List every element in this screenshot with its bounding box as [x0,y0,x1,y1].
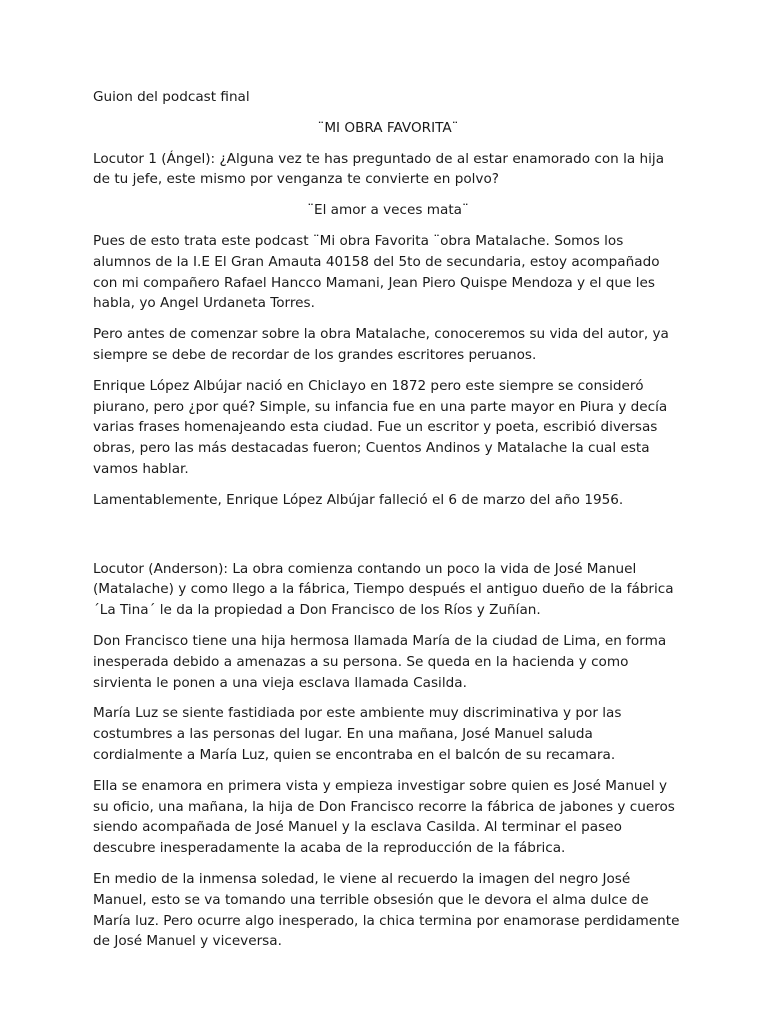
document-title: ¨MI OBRA FAVORITA¨ [317,119,459,136]
paragraph-story-beginning: Locutor (Anderson): La obra comienza contando un poco la vida de José Manuel (Matalache) y como llego a la fábrica, Tiempo después el antiguo dueño de la fábrica ´La Tina´ le da la propiedad a Don Francisco de los Ríos y Zuñían. [93,560,674,619]
section-spacer [93,521,683,559]
paragraph-author-biography: Enrique López Albújar nació en Chiclayo en 1872 pero este siempre se consideró piurano, pero ¿por qué? Simple, su infancia fue en una parte mayor en Piura y decía varias frases homenajeando esta ciudad. Fue un escritor y poeta, escribió diversas obras, pero las más destacadas fueron; Cuentos Andinos y Matalache la cual esta vamos hablar. [93,377,668,477]
paragraph-obsession: En medio de la inmensa soledad, le viene al recuerdo la imagen del negro José Manuel, esto se va tomando una terrible obsesión que le devora el alma dulce de María luz. Pero ocurre algo inesperado, la chica termina por enamorase perdidamente de José Manuel y viceversa. [93,870,680,950]
paragraph-maria-luz: María Luz se siente fastidiada por este ambiente muy discriminativa y por las costumbres a las personas del lugar. En una mañana, José Manuel saluda cordialmente a María Luz, quien se encontraba en el balcón de su recamara. [93,705,622,763]
paragraph-author-intro: Pero antes de comenzar sobre la obra Matalache, conoceremos su vida del autor, ya siempre se debe de recordar de los grandes escritores peruanos. [93,326,669,363]
document-page [93,87,683,962]
paragraph-factory-visit: Ella se enamora en primera vista y empieza investigar sobre quien es José Manuel y su oficio, una mañana, la hija de Don Francisco recorre la fábrica de jabones y cueros siendo acompañada de José Manuel y la esclava Casilda. Al terminar el paseo descubre inesperadamente la acaba de la reproducción de la fábrica. [93,777,675,857]
paragraph-presentation: Pues de esto trata este podcast ¨Mi obra Favorita ¨obra Matalache. Somos los alumnos de la I.E El Gran Amauta 40158 del 5to de secundaria, estoy acompañado con mi compañero Rafael Hancco Mamani, Jean Piero Quispe Mendoza y el que les habla, yo Angel Urdaneta Torres. [93,232,660,312]
document-heading: Guion del podcast final [93,89,250,105]
intro-question-paragraph: Locutor 1 (Ángel): ¿Alguna vez te has preguntado de al estar enamorado con la hija de tu jefe, este mismo por venganza te convierte en polvo? [93,150,665,188]
paragraph-author-death: Lamentablemente, Enrique López Albújar falleció el 6 de marzo del año 1956. [93,491,624,508]
tagline: ¨El amor a veces mata¨ [307,202,469,219]
paragraph-don-francisco: Don Francisco tiene una hija hermosa llamada María de la ciudad de Lima, en forma inesperada debido a amenazas a su persona. Se queda en la hacienda y como sirvienta le ponen a una vieja esclava llamada Casilda. [93,632,667,691]
